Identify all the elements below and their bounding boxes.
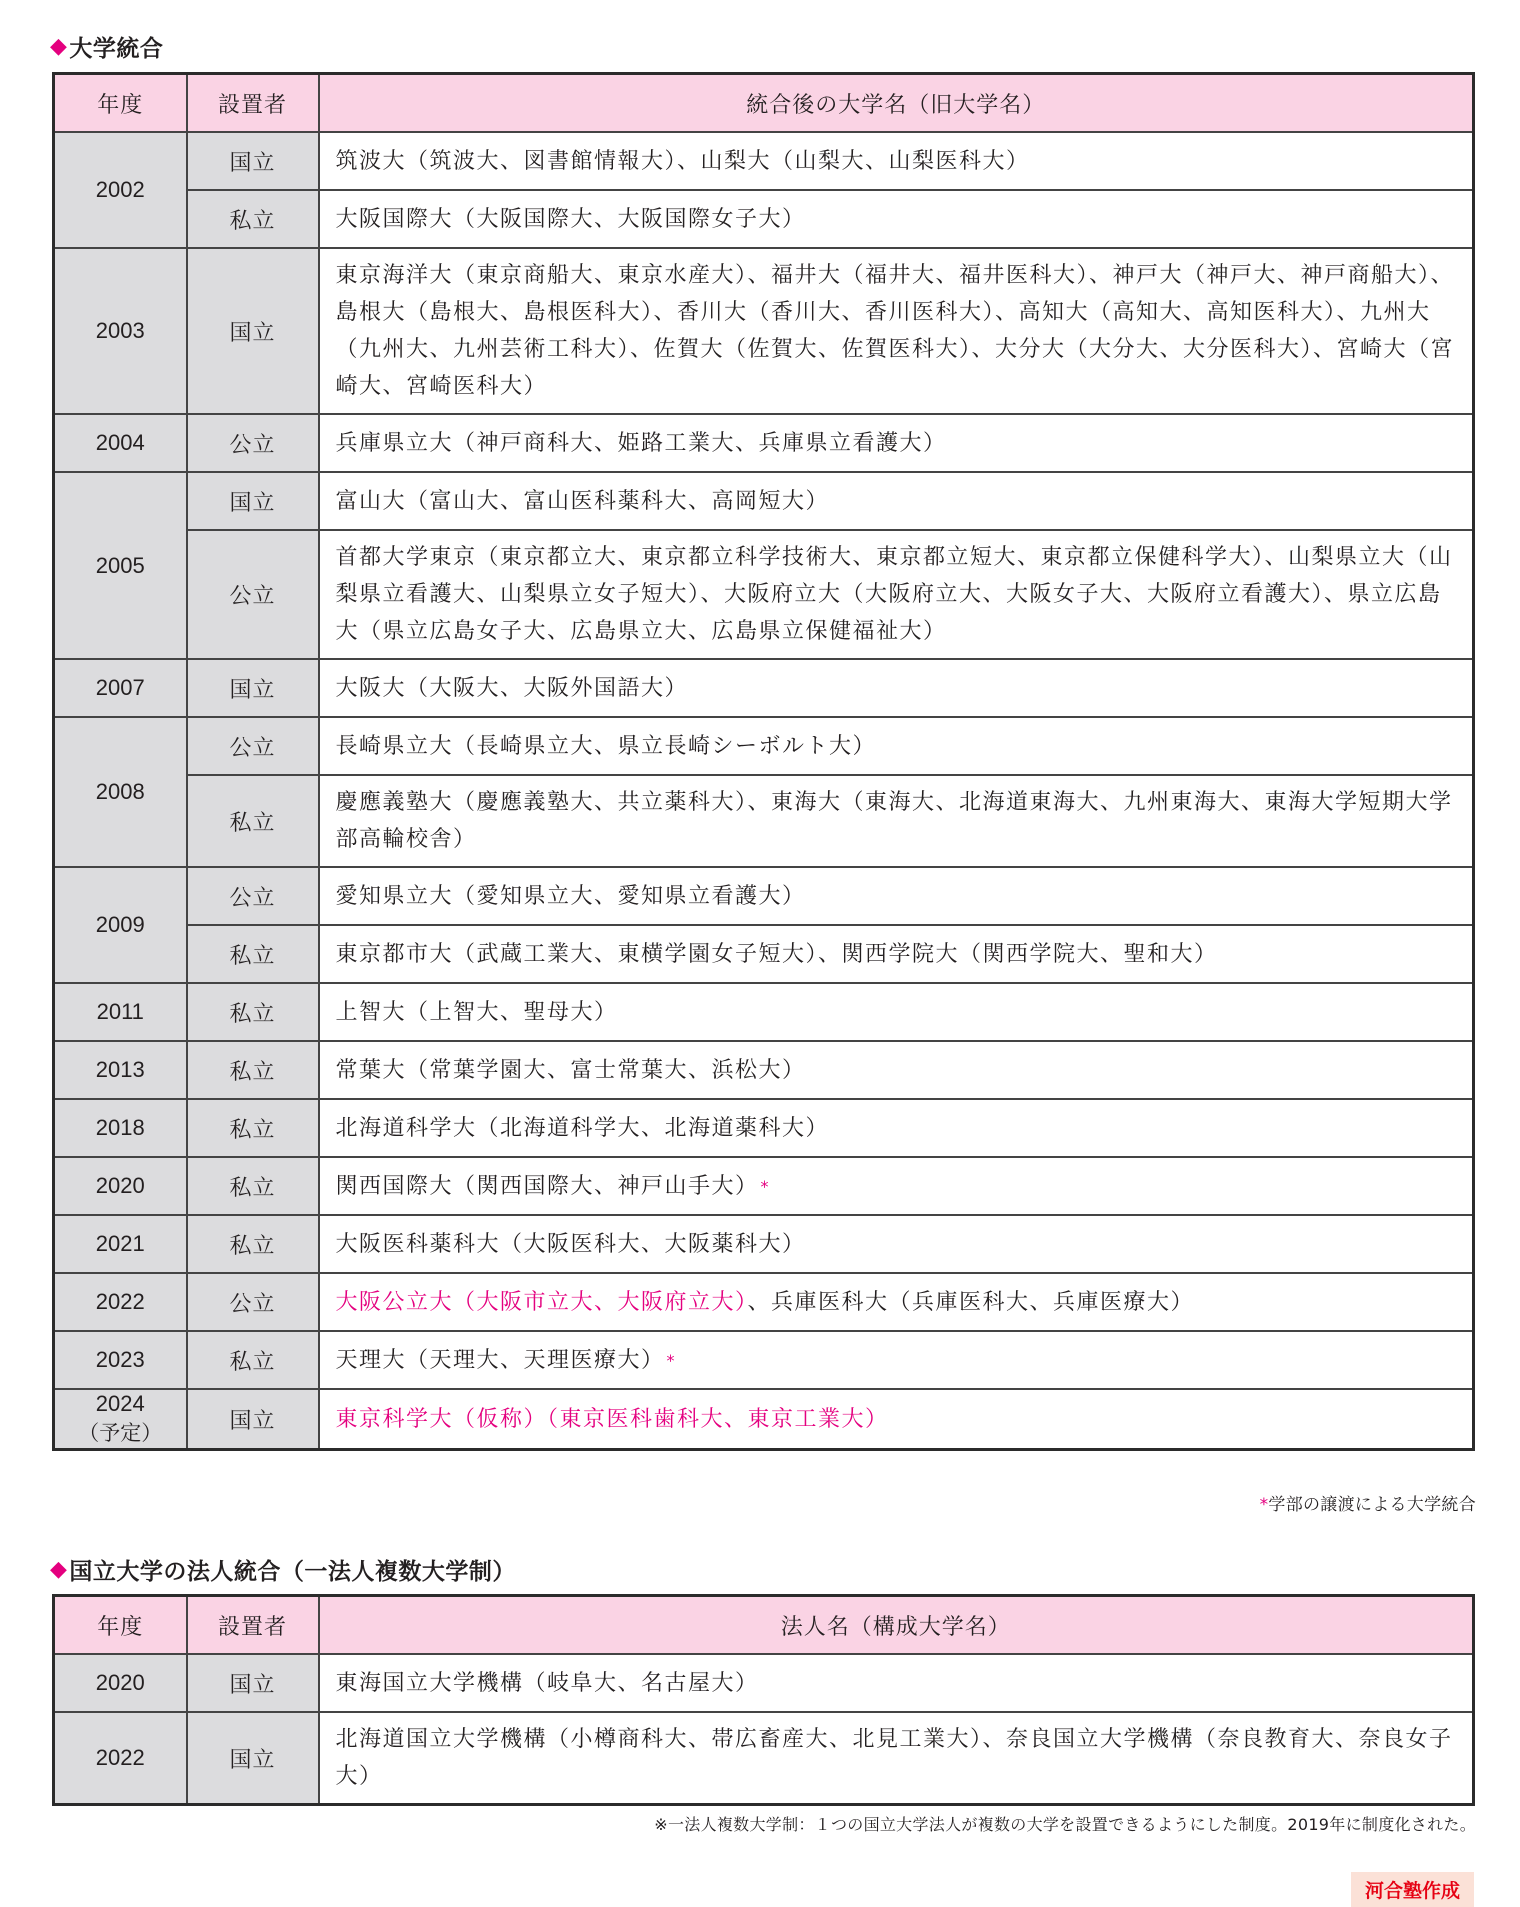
table-row xyxy=(54,530,1474,659)
university-name-cell xyxy=(319,1389,1474,1450)
year-value: 2023 xyxy=(95,1347,145,1372)
founder-cell: 国立 xyxy=(187,1712,319,1805)
founder-cell: 国立 xyxy=(187,132,319,190)
table-header-row xyxy=(54,1596,1474,1655)
founder-cell: 公立 xyxy=(187,1273,319,1331)
name-text: 東京都市大（武蔵工業大、東横学園女子短大）、関西学院大（関西学院大、聖和大） xyxy=(335,941,1218,967)
university-name-cell xyxy=(319,983,1474,1041)
name-text: 常葉大（常葉学園大、富士常葉大、浜松大） xyxy=(335,1057,806,1083)
section-title-corporate xyxy=(50,1553,516,1586)
table-row xyxy=(54,1331,1474,1389)
year-cell xyxy=(54,867,187,983)
table-row xyxy=(54,190,1474,248)
founder-cell: 私立 xyxy=(187,983,319,1041)
name-text: 慶應義塾大（慶應義塾大、共立薬科大）、東海大（東海大、北海道東海大、九州東海大、東海大学短期大学部高輪校舎） xyxy=(335,790,1453,852)
name-text: 天理大（天理大、天理医療大） xyxy=(335,1347,665,1373)
year-cell xyxy=(54,1273,187,1331)
founder-cell: 公立 xyxy=(187,414,319,472)
university-name-cell xyxy=(319,1157,1474,1215)
university-name-cell xyxy=(319,190,1474,248)
name-text: 上智大（上智大、聖母大） xyxy=(335,999,618,1025)
year-cell xyxy=(54,1712,187,1805)
diamond-bullet-icon: ◆ xyxy=(50,1557,68,1582)
table-row xyxy=(54,248,1474,414)
diamond-bullet-icon: ◆ xyxy=(50,34,68,59)
year-cell xyxy=(54,983,187,1041)
credit-badge: 河合塾作成 xyxy=(1351,1872,1474,1907)
table-row xyxy=(54,659,1474,717)
footnote-system: ※一法人複数大学制：１つの国立大学法人が複数の大学を設置できるようにした制度。2019年に制度化された。 xyxy=(654,1815,1476,1834)
year-value: 2007 xyxy=(95,675,145,700)
name-text: 長崎県立大（長崎県立大、県立長崎シーボルト大） xyxy=(335,733,877,759)
year-value: 2024 xyxy=(95,1391,145,1416)
name-text: 大阪大（大阪大、大阪外国語大） xyxy=(335,675,689,701)
table-row xyxy=(54,717,1474,775)
founder-cell: 公立 xyxy=(187,717,319,775)
founder-cell: 公立 xyxy=(187,867,319,925)
table-row xyxy=(54,983,1474,1041)
university-name-cell xyxy=(319,1215,1474,1273)
highlighted-name: 大阪公立大（大阪市立大、大阪府立大） xyxy=(335,1289,748,1315)
university-name-cell xyxy=(319,132,1474,190)
year-note: （予定） xyxy=(78,1422,163,1445)
university-name-cell xyxy=(319,775,1474,867)
founder-cell: 私立 xyxy=(187,1157,319,1215)
name-text: 大阪国際大（大阪国際大、大阪国際女子大） xyxy=(335,206,806,232)
founder-cell: 私立 xyxy=(187,925,319,983)
university-name-cell xyxy=(319,717,1474,775)
header-corporation-name: 法人名（構成大学名） xyxy=(319,1596,1474,1655)
table-row xyxy=(54,1654,1474,1712)
section-title-text: 国立大学の法人統合（一法人複数大学制） xyxy=(69,1559,516,1585)
table-row xyxy=(54,1215,1474,1273)
year-value: 2022 xyxy=(95,1745,145,1770)
name-text: 北海道国立大学機構（小樽商科大、帯広畜産大、北見工業大）、奈良国立大学機構（奈良教育大、奈良女子大） xyxy=(335,1727,1453,1789)
name-text: 大阪医科薬科大（大阪医科大、大阪薬科大） xyxy=(335,1231,806,1257)
year-cell xyxy=(54,1099,187,1157)
table-row xyxy=(54,472,1474,530)
header-university-name: 統合後の大学名（旧大学名） xyxy=(319,74,1474,133)
year-value: 2011 xyxy=(96,999,144,1024)
founder-cell: 私立 xyxy=(187,775,319,867)
asterisk-icon: * xyxy=(1259,1495,1269,1515)
university-name-cell xyxy=(319,414,1474,472)
founder-cell: 私立 xyxy=(187,1215,319,1273)
university-name-cell xyxy=(319,248,1474,414)
year-cell xyxy=(54,132,187,248)
header-founder: 設置者 xyxy=(187,74,319,133)
founder-cell: 国立 xyxy=(187,1389,319,1450)
founder-cell: 私立 xyxy=(187,1331,319,1389)
header-year: 年度 xyxy=(54,1596,187,1655)
year-cell xyxy=(54,414,187,472)
section-title-merger xyxy=(50,30,163,63)
name-text: 兵庫県立大（神戸商科大、姫路工業大、兵庫県立看護大） xyxy=(335,430,947,456)
university-name-cell xyxy=(319,1654,1474,1712)
university-name-cell xyxy=(319,659,1474,717)
university-name-cell xyxy=(319,1331,1474,1389)
year-cell xyxy=(54,659,187,717)
university-name-cell xyxy=(319,472,1474,530)
founder-cell: 公立 xyxy=(187,530,319,659)
footnote-transfer xyxy=(1260,1490,1476,1515)
year-value: 2022 xyxy=(95,1289,145,1314)
year-cell xyxy=(54,717,187,867)
year-cell xyxy=(54,472,187,659)
asterisk-icon: * xyxy=(666,1350,677,1370)
name-text: 関西国際大（関西国際大、神戸山手大） xyxy=(335,1173,759,1199)
year-cell xyxy=(54,1654,187,1712)
year-cell xyxy=(54,1331,187,1389)
year-value: 2002 xyxy=(95,177,145,202)
table-row xyxy=(54,1273,1474,1331)
university-name-cell xyxy=(319,1712,1474,1805)
year-value: 2005 xyxy=(95,552,145,578)
name-text: 東京海洋大（東京商船大、東京水産大）、福井大（福井大、福井医科大）、神戸大（神戸大、神戸商船大）、島根大（島根大、島根医科大）、香川大（香川大、香川医科大）、高知大（高知大、高知医科大）、九州大（九州大、九州芸術工科大）、佐賀大（佐賀大、佐賀医科大）、大分大（大分大、大分医科大）、宮崎大（宮崎大、宮崎医科大） xyxy=(335,263,1455,399)
table-row xyxy=(54,1041,1474,1099)
founder-cell: 私立 xyxy=(187,190,319,248)
name-text: 筑波大（筑波大、図書館情報大）、山梨大（山梨大、山梨医科大） xyxy=(335,148,1030,174)
university-name-cell xyxy=(319,1041,1474,1099)
year-value: 2009 xyxy=(95,912,145,937)
name-text: 、兵庫医科大（兵庫医科大、兵庫医療大） xyxy=(747,1289,1195,1315)
year-cell xyxy=(54,1157,187,1215)
corporate-table xyxy=(52,1594,1475,1806)
year-value: 2003 xyxy=(95,318,145,343)
footnote-text: 学部の譲渡による大学統合 xyxy=(1268,1495,1476,1515)
table-row xyxy=(54,1099,1474,1157)
year-value: 2004 xyxy=(95,430,145,455)
header-founder: 設置者 xyxy=(187,1596,319,1655)
founder-cell: 私立 xyxy=(187,1041,319,1099)
founder-cell: 国立 xyxy=(187,1654,319,1712)
founder-cell: 国立 xyxy=(187,472,319,530)
table-row xyxy=(54,925,1474,983)
name-text: 愛知県立大（愛知県立大、愛知県立看護大） xyxy=(335,883,806,909)
year-value: 2008 xyxy=(95,779,145,804)
name-text: 首都大学東京（東京都立大、東京都立科学技術大、東京都立短大、東京都立保健科学大）、山梨県立大（山梨県立看護大、山梨県立女子短大）、大阪府立大（大阪府立大、大阪女子大、大阪府立看護大）、県立広島大（県立広島女子大、広島県立大、広島県立保健福祉大） xyxy=(335,545,1453,644)
table-row xyxy=(54,414,1474,472)
year-value: 2020 xyxy=(95,1173,145,1198)
year-value: 2021 xyxy=(95,1231,145,1256)
year-value: 2013 xyxy=(95,1057,145,1082)
table-header-row xyxy=(54,74,1474,133)
founder-cell: 国立 xyxy=(187,659,319,717)
merger-table xyxy=(52,72,1475,1451)
header-year: 年度 xyxy=(54,74,187,133)
asterisk-icon: * xyxy=(760,1176,771,1196)
table-row xyxy=(54,132,1474,190)
section-title-text: 大学統合 xyxy=(69,36,164,62)
name-text: 東海国立大学機構（岐阜大、名古屋大） xyxy=(335,1670,759,1696)
table-row xyxy=(54,1389,1474,1450)
name-text: 北海道科学大（北海道科学大、北海道薬科大） xyxy=(335,1115,830,1141)
year-value: 2018 xyxy=(95,1115,145,1140)
university-name-cell xyxy=(319,530,1474,659)
table-row xyxy=(54,867,1474,925)
university-name-cell xyxy=(319,925,1474,983)
year-cell xyxy=(54,248,187,414)
founder-cell: 私立 xyxy=(187,1099,319,1157)
university-name-cell xyxy=(319,867,1474,925)
table-row xyxy=(54,1157,1474,1215)
year-cell xyxy=(54,1215,187,1273)
year-value: 2020 xyxy=(95,1670,145,1695)
university-name-cell xyxy=(319,1099,1474,1157)
year-cell xyxy=(54,1041,187,1099)
university-name-cell xyxy=(319,1273,1474,1331)
name-text: 富山大（富山大、富山医科薬科大、高岡短大） xyxy=(335,488,830,514)
year-cell xyxy=(54,1389,187,1450)
table-row xyxy=(54,775,1474,867)
founder-cell: 国立 xyxy=(187,248,319,414)
highlighted-name: 東京科学大（仮称）（東京医科歯科大、東京工業大） xyxy=(335,1406,889,1432)
table-row xyxy=(54,1712,1474,1805)
